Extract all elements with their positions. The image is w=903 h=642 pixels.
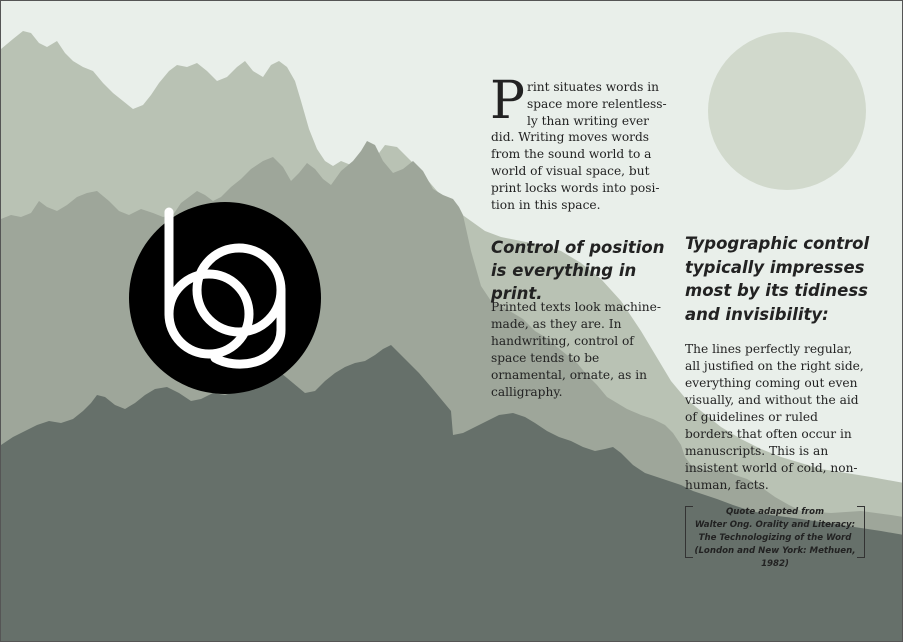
citation-bracket-right (857, 506, 865, 558)
right-column-heading: Typographic control typically impresses most by its tidiness and invisibility: (685, 234, 870, 324)
intro-text: rint situates words in space more relentless-ly than writing ever did. Writing moves words from the sound world to a world of visual space, but print locks words into posi-tion in this space. (491, 80, 667, 212)
left-column-heading: Control of position is everything in print. (491, 238, 665, 303)
left-column-body: Printed texts look machine-made, as they are. In handwriting, control of space tends to be ornamental, ornate, as in calligraphy. (491, 300, 661, 399)
intro-paragraph (490, 71, 667, 213)
citation-bracket-left (685, 506, 693, 558)
citation-lead: Quote adapted from (725, 507, 825, 517)
citation-box (685, 506, 865, 569)
bg-logo-icon (129, 202, 321, 394)
drop-cap: P (490, 71, 525, 131)
sun-circle (708, 32, 866, 190)
right-column-body: The lines perfectly regular, all justified on the right side, everything coming out even visually, and without the aid of guidelines or ruled borders that often occur in manuscripts. This is an insistent world of cold, non-human, facts. (685, 342, 864, 492)
citation-source: Walter Ong. Orality and Literacy: The Technologizing of the Word (London and New York: Methuen, 1982) (694, 520, 856, 569)
